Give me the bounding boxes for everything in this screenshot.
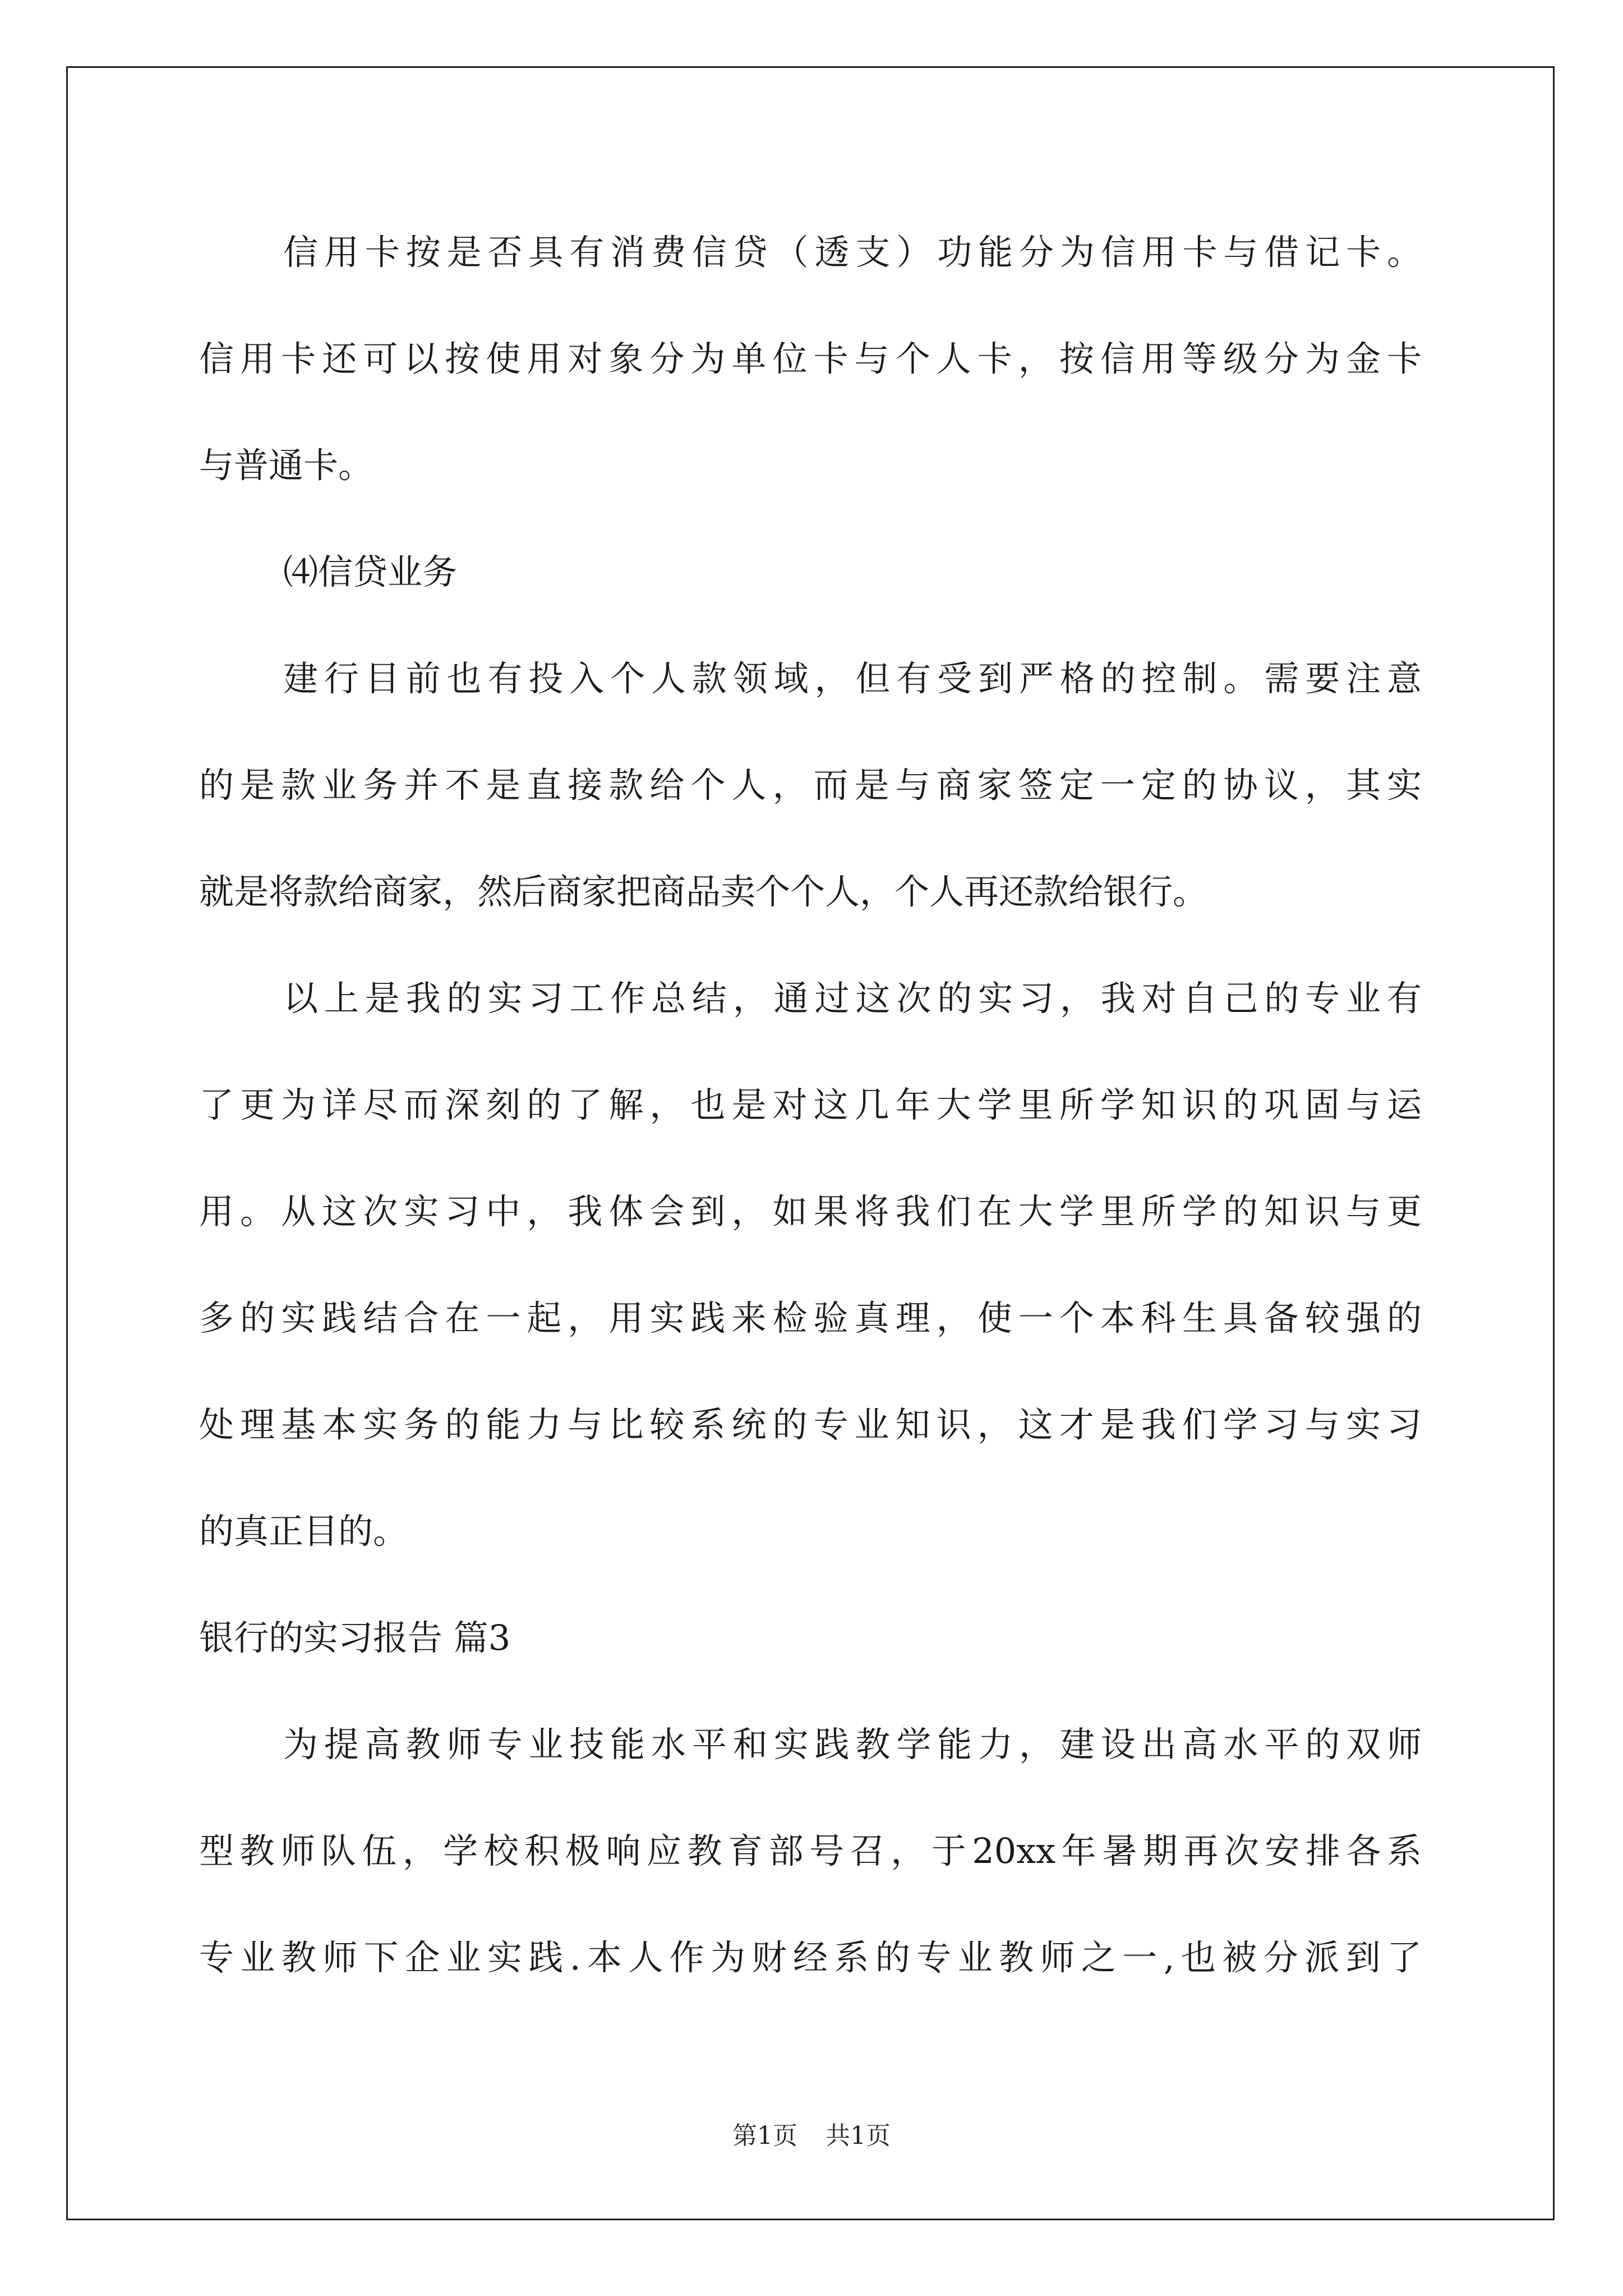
paragraph-line: 以上是我的实习工作总结，通过这次的实习，我对自己的专业有	[283, 978, 1422, 1019]
paragraph-line: 与普通卡。	[199, 445, 374, 486]
section-title: 银行的实习报告 篇3	[199, 1617, 511, 1658]
paragraph-line: 专业教师下企业实践.本人作为财经系的专业教师之一,也被分派到了	[199, 1937, 1422, 1978]
paragraph-line: 的真正目的。	[199, 1511, 408, 1552]
paragraph-line: 为提高教师专业技能水平和实践教学能力，建设出高水平的双师	[283, 1724, 1422, 1765]
subheading: ⑷信贷业务	[283, 551, 458, 592]
paragraph-line: 型教师队伍，学校积极响应教育部号召，于20xx年暑期再次安排各系	[199, 1830, 1422, 1871]
page-border	[66, 66, 1555, 2220]
paragraph-line: 建行目前也有投入个人款领域，但有受到严格的控制。需要注意	[283, 658, 1422, 699]
paragraph-line: 的是款业务并不是直接款给个人，而是与商家签定一定的协议，其实	[199, 765, 1422, 806]
page-number: 第1页	[732, 2122, 797, 2150]
paragraph-line: 信用卡按是否具有消费信贷（透支）功能分为信用卡与借记卡。	[283, 232, 1422, 273]
paragraph-line: 多的实践结合在一起，用实践来检验真理，使一个本科生具备较强的	[199, 1297, 1422, 1338]
paragraph-line: 就是将款给商家，然后商家把商品卖个个人，个人再还款给银行。	[199, 871, 1208, 912]
page-footer	[0, 2119, 1623, 2153]
paragraph-line: 用。从这次实习中，我体会到，如果将我们在大学里所学的知识与更	[199, 1191, 1422, 1232]
paragraph-line: 了更为详尽而深刻的了解，也是对这几年大学里所学知识的巩固与运	[199, 1084, 1422, 1125]
paragraph-line: 信用卡还可以按使用对象分为单位卡与个人卡，按信用等级分为金卡	[199, 338, 1422, 379]
paragraph-line: 处理基本实务的能力与比较系统的专业知识，这才是我们学习与实习	[199, 1404, 1422, 1445]
page-total: 共1页	[826, 2122, 891, 2150]
